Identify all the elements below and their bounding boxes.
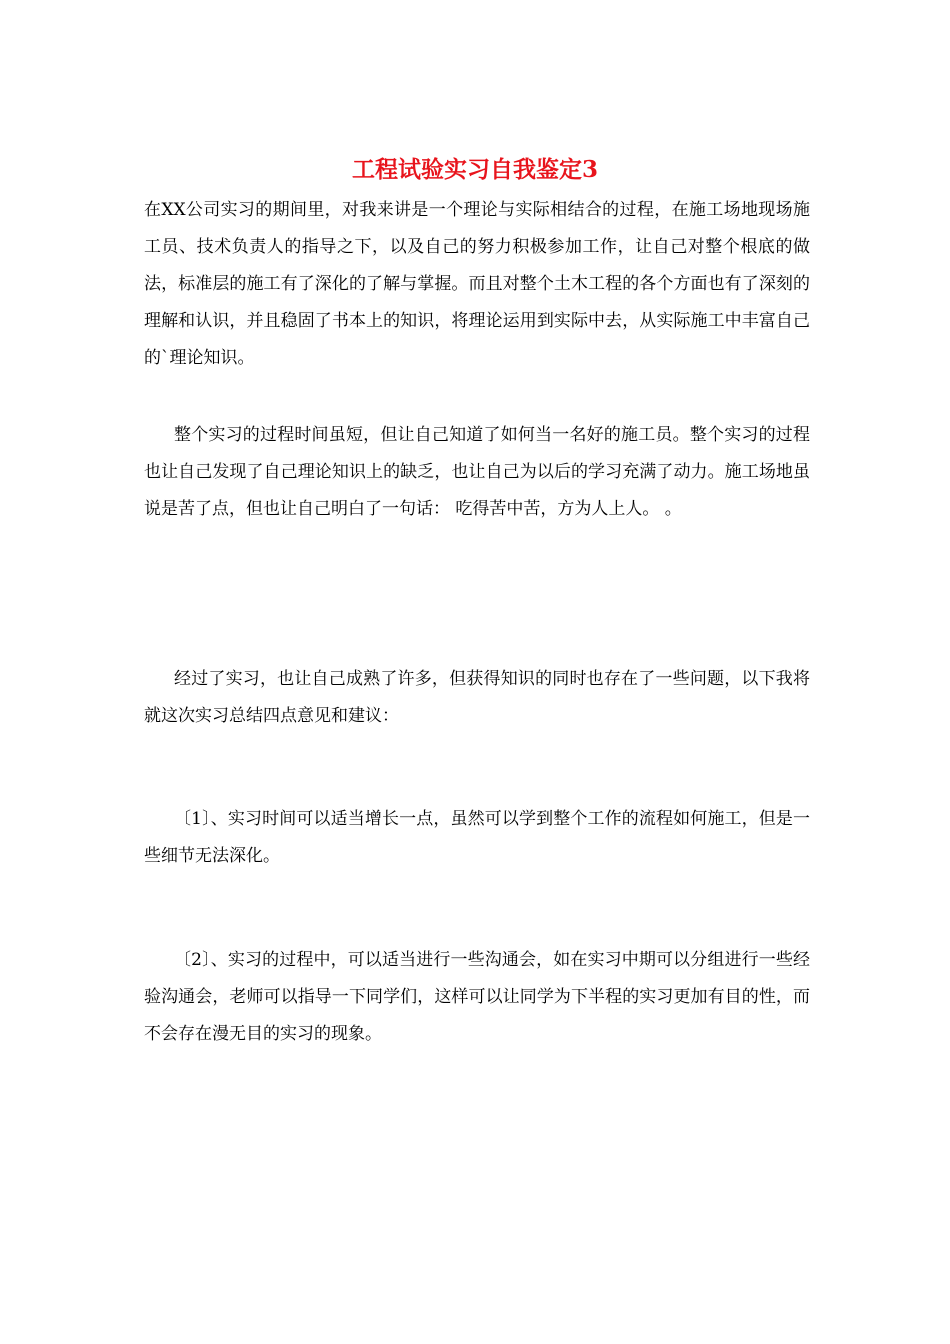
paragraph-summary: 经过了实习，也让自己成熟了许多，但获得知识的同时也存在了一些问题，以下我将就这次实习总结四点意见和建议：: [144, 669, 810, 726]
paragraph-reflection: 整个实习的过程时间虽短，但让自己知道了如何当一名好的施工员。整个实习的过程也让自己发现了自己理论知识上的缺乏，也让自己为以后的学习充满了动力。施工场地虽说是苦了点，但也让自己明白了一句话： 吃得苦中苦，方为人上人。 。: [144, 425, 810, 519]
paragraph-suggestion-1: 〔1〕、实习时间可以适当增长一点，虽然可以学到整个工作的流程如何施工，但是一些细节无法深化。: [144, 809, 810, 866]
document-title: 工程试验实习自我鉴定3: [351, 156, 598, 183]
paragraph-intro: 在XX公司实习的期间里，对我来讲是一个理论与实际相结合的过程，在施工场地现场施工员、技术负责人的指导之下，以及自己的努力积极参加工作，让自己对整个根底的做法，标准层的施工有了深化的了解与掌握。而且对整个土木工程的各个方面也有了深刻的理解和认识，并且稳固了书本上的知识，将理论运用到实际中去，从实际施工中丰富自己的`理论知识。: [144, 200, 810, 368]
paragraph-suggestion-2: 〔2〕、实习的过程中，可以适当进行一些沟通会，如在实习中期可以分组进行一些经验沟通会，老师可以指导一下同学们，这样可以让同学为下半程的实习更加有目的性，而不会存在漫无目的实习的现象。: [144, 950, 810, 1044]
